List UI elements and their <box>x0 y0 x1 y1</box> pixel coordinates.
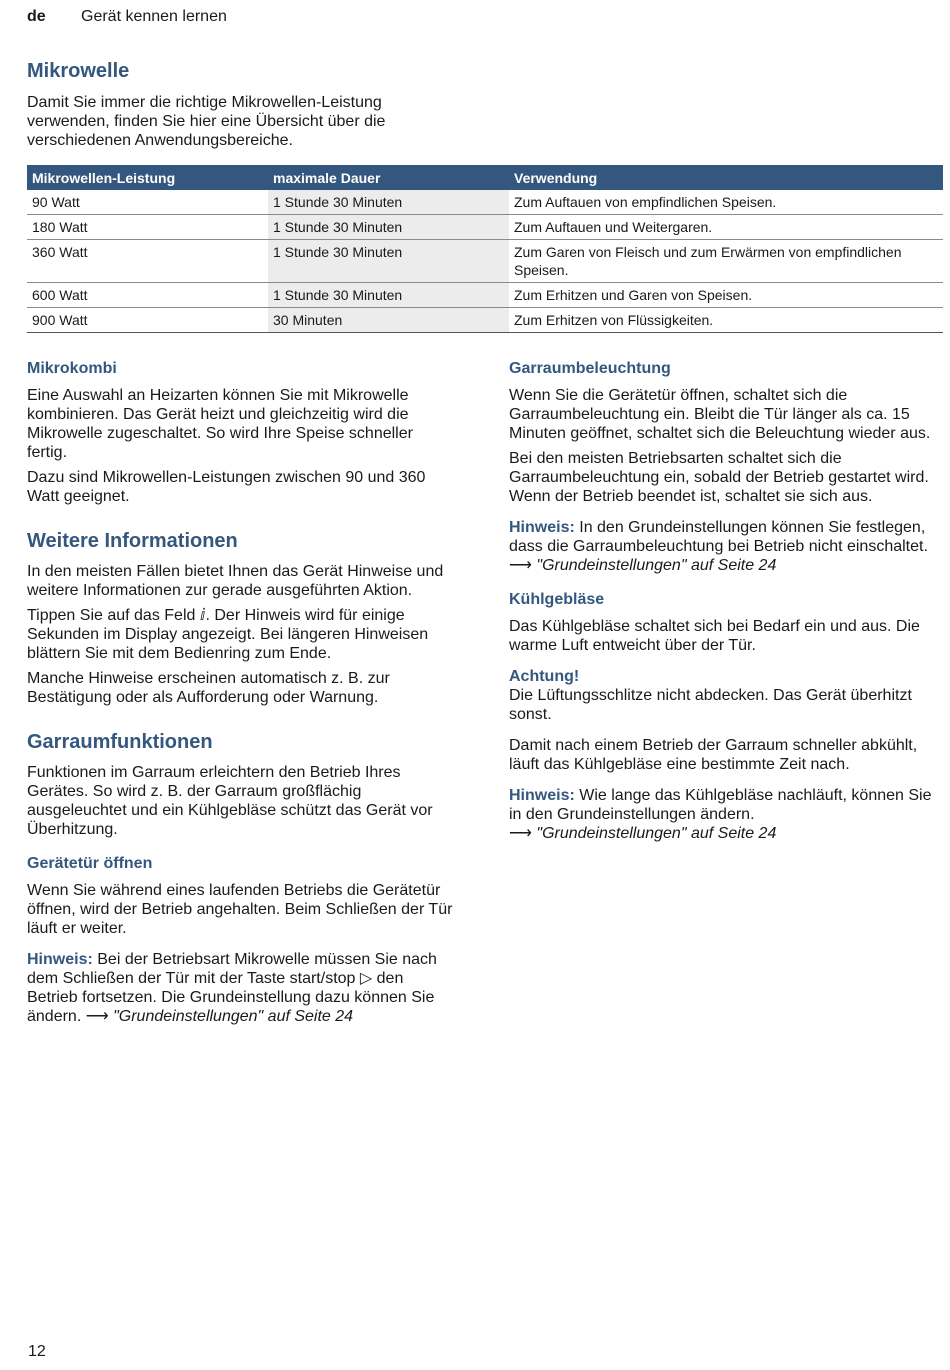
beleuchtung-paragraph: Bei den meisten Betriebsarten schaltet sich die Garraumbeleuchtung ein, sobald der Betrieb gestartet wird. Wenn der Betrieb beendet ist, schaltet sie sich aus. <box>509 450 929 505</box>
beleuchtung-hint <box>509 518 939 575</box>
arrow-icon: ⟶ <box>85 1008 109 1025</box>
page-number: 12 <box>28 1343 46 1360</box>
table-header-cell: Verwendung <box>509 165 943 190</box>
mikrokombi-paragraph: Dazu sind Mikrowellen-Leistungen zwischen 90 und 360 Watt geeignet. <box>27 469 426 505</box>
info-icon: ⅈ <box>199 607 206 624</box>
kuehl-paragraph: Das Kühlgebläse schaltet sich bei Bedarf ein und aus. Die warme Luft entweicht über der Tür. <box>509 618 920 654</box>
kuehl-hint <box>509 786 939 843</box>
subsection-title-garraumbeleuchtung: Garraumbeleuchtung <box>509 360 671 377</box>
table-cell: 1 Stunde 30 Minuten <box>268 215 509 240</box>
kuehl-paragraph: Damit nach einem Betrieb der Garraum schneller abkühlt, läuft das Kühlgebläse eine bestimmte Zeit nach. <box>509 737 918 773</box>
start-stop-icon: ▷ <box>359 970 373 987</box>
table-cell: 360 Watt <box>27 240 268 283</box>
table-cell: Zum Auftauen und Weitergaren. <box>509 215 943 240</box>
geraetetuer-hint <box>27 950 455 1026</box>
warning-label: Achtung! <box>509 668 580 685</box>
table-row <box>27 240 943 283</box>
hint-text: Bei der Betriebsart Mikrowelle müssen Sie nach dem Schließen der Tür mit der Taste start/stop <box>27 951 437 987</box>
weitere-paragraph: In den meisten Fällen bietet Ihnen das Gerät Hinweise und weitere Informationen zur gerade ausgeführten Aktion. <box>27 563 444 599</box>
table-cell: 90 Watt <box>27 190 268 215</box>
weitere-text: Tippen Sie auf das Feld <box>27 607 200 624</box>
section-title-mikrowelle: Mikrowelle <box>27 60 130 82</box>
garraum-paragraph: Funktionen im Garraum erleichtern den Betrieb Ihres Gerätes. So wird z. B. der Garraum großflächig ausgeleuchtet und ein Kühlgebläse schützt das Gerät vor Überhitzung. <box>27 764 433 838</box>
hint-text: In den Grundeinstellungen können Sie festlegen, dass die Garraumbeleuchtung bei Betrieb nicht einschaltet. <box>509 519 928 555</box>
hint-text: den Betrieb fortsetzen. Die Grundeinstellung dazu können Sie ändern. <box>27 970 435 1025</box>
table-cell: 1 Stunde 30 Minuten <box>268 283 509 308</box>
table-header-row <box>27 165 943 190</box>
table-header-cell: maximale Dauer <box>268 165 509 190</box>
table-header-cell: Mikrowellen-Leistung <box>27 165 268 190</box>
subsection-title-mikrokombi: Mikrokombi <box>27 360 117 377</box>
arrow-icon: ⟶ <box>509 557 532 574</box>
microwave-power-table <box>27 165 943 333</box>
subsection-title-kuehlgeblaese: Kühlgebläse <box>509 591 605 608</box>
table-row <box>27 215 943 240</box>
table-cell: 1 Stunde 30 Minuten <box>268 240 509 283</box>
table-row <box>27 190 943 215</box>
mikrokombi-paragraph: Eine Auswahl an Heizarten können Sie mit Mikrowelle kombinieren. Das Gerät heizt und gleichzeitig wird die Mikrowelle zugeschaltet. So wird Ihre Speise schneller fertig. <box>27 387 413 461</box>
weitere-paragraph <box>27 606 455 663</box>
table-cell: 180 Watt <box>27 215 268 240</box>
hint-label: Hinweis: <box>509 519 575 536</box>
left-column <box>27 360 455 1026</box>
subsection-title-geraetetuer: Gerätetür öffnen <box>27 855 153 872</box>
language-code: de <box>27 8 46 25</box>
table-cell: Zum Garen von Fleisch und zum Erwärmen von empfindlichen Speisen. <box>509 240 943 283</box>
table-cell: 30 Minuten <box>268 308 509 333</box>
table-cell: Zum Erhitzen und Garen von Speisen. <box>509 283 943 308</box>
mikrowelle-intro: Damit Sie immer die richtige Mikrowellen-Leistung verwenden, finden Sie hier eine Übersicht über die verschiedenen Anwendungsbereiche. <box>27 94 386 149</box>
section-title-garraumfunktionen: Garraumfunktionen <box>27 731 213 753</box>
hint-text: Wie lange das Kühlgebläse nachläuft, können Sie in den Grundeinstellungen ändern. <box>509 787 932 823</box>
weitere-text: . Der Hinweis wird für einige Sekunden im Display angezeigt. Bei längeren Hinweisen blättern Sie mit dem Bedienring zum Ende. <box>27 607 429 662</box>
beleuchtung-paragraph: Wenn Sie die Gerätetür öffnen, schaltet sich die Garraumbeleuchtung ein. Bleibt die Tür länger als ca. 15 Minuten geöffnet, schaltet sich die Beleuchtung wieder aus. <box>509 387 931 442</box>
geraetetuer-paragraph: Wenn Sie während eines laufenden Betriebs die Gerätetür öffnen, wird der Betrieb angehalten. Beim Schließen der Tür läuft er weiter. <box>27 882 453 937</box>
chapter-title: Gerät kennen lernen <box>81 8 227 25</box>
table-row <box>27 308 943 333</box>
table-cell: 1 Stunde 30 Minuten <box>268 190 509 215</box>
cross-reference: "Grundeinstellungen" auf Seite 24 <box>531 557 777 574</box>
hint-label: Hinweis: <box>27 951 93 968</box>
table-cell: 900 Watt <box>27 308 268 333</box>
arrow-icon: ⟶ <box>509 825 532 842</box>
right-column <box>509 360 939 843</box>
section-title-weitere-informationen: Weitere Informationen <box>27 530 238 552</box>
table-cell: 600 Watt <box>27 283 268 308</box>
table-cell: Zum Auftauen von empfindlichen Speisen. <box>509 190 943 215</box>
weitere-paragraph: Manche Hinweise erscheinen automatisch z. B. zur Bestätigung oder als Aufforderung oder Warnung. <box>27 670 390 706</box>
table-cell: Zum Erhitzen von Flüssigkeiten. <box>509 308 943 333</box>
table-row <box>27 283 943 308</box>
warning-text: Die Lüftungsschlitze nicht abdecken. Das Gerät überhitzt sonst. <box>509 687 912 723</box>
hint-label: Hinweis: <box>509 787 575 804</box>
cross-reference: "Grundeinstellungen" auf Seite 24 <box>531 825 777 842</box>
cross-reference: "Grundeinstellungen" auf Seite 24 <box>108 1008 354 1025</box>
